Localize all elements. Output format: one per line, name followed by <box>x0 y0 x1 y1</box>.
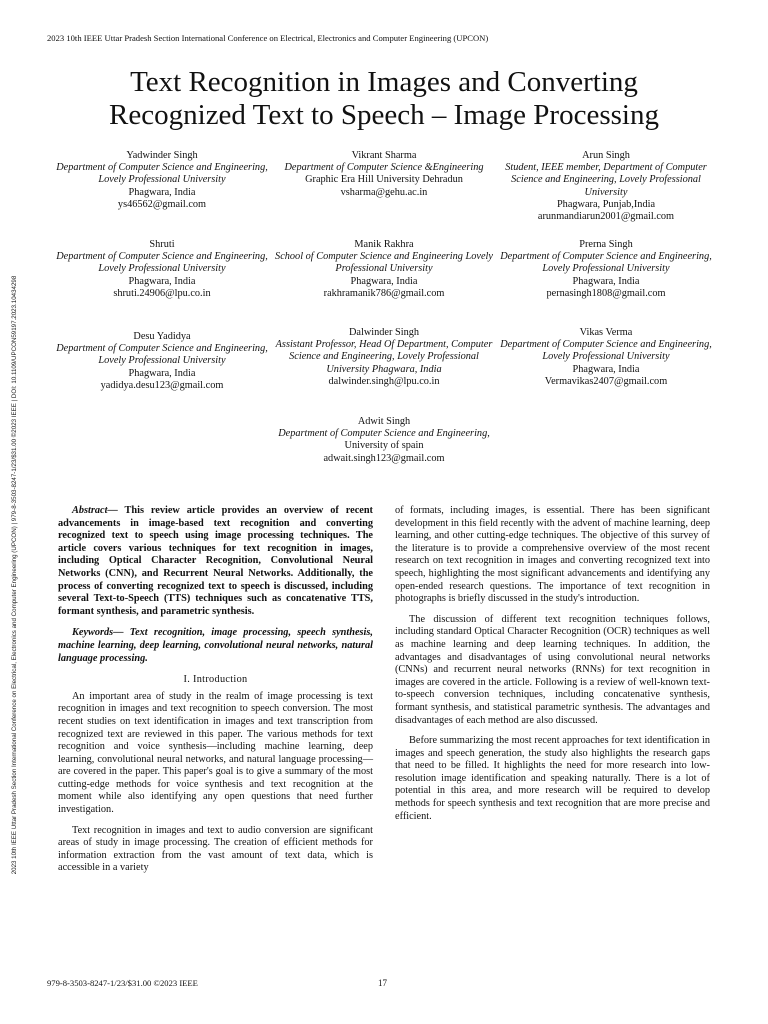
author-dept: Department of Computer Science and Engineering, Lovely Professional University <box>56 343 268 367</box>
author-email: dalwinder.singh@lpu.co.in <box>328 375 440 387</box>
author-dept: School of Computer Science and Engineering Lovely Professional University <box>275 251 493 275</box>
author-dept: Department of Computer Science and Engineering, Lovely Professional University <box>56 162 268 186</box>
author-block <box>496 150 716 223</box>
author-location: Phagwara, India <box>128 367 196 379</box>
author-dept: Department of Computer Science and Engineering, Lovely Professional University <box>500 251 712 275</box>
intro-paragraph-1: An important area of study in the realm of image processing is text recognition in images and text recognition to speech conversion. The most recent studies on text identification in images and text transcription from recognized text are reviewed in this paper. The various methods for text recognition and voice synthesis—including machine learning, deep learning, convolutional neural networks, and natural language processing—are covered in the paper. This paper's goal is to give a summary of the most cutting-edge methods for voice synthesis and text recognition at the moment while also identifying any open questions that need further investigation. <box>58 690 373 816</box>
paper-title <box>60 66 708 132</box>
author-location: Graphic Era Hill University Dehradun <box>305 174 463 186</box>
author-dept: Department of Computer Science and Engineering, Lovely Professional University <box>56 251 268 275</box>
author-location: Phagwara, India <box>128 275 196 287</box>
author-name: Desu Yadidya <box>133 331 191 342</box>
author-location: Phagwara, India <box>572 363 640 375</box>
author-block <box>496 327 716 388</box>
author-block <box>274 150 494 199</box>
right-column <box>395 505 710 823</box>
author-email: shruti.24906@lpu.co.in <box>113 287 211 299</box>
author-dept: Department of Computer Science and Engineering, <box>278 428 490 440</box>
side-doi-text: 2023 10th IEEE Uttar Pradesh Section International Conference on Electrical, Electronics and Computer Engineering (UPCON) | 979-8-3503-8247-1/23/$31.00 ©2023 IEEE | DOI: 10.1109/UPCON59197.2023.10434298 <box>11 275 18 875</box>
author-name: Vikas Verma <box>579 327 633 338</box>
abstract-label: Abstract— <box>72 505 118 516</box>
abstract-paragraph <box>58 505 373 618</box>
page-number: 17 <box>378 978 387 988</box>
author-location: Phagwara, India <box>350 275 418 287</box>
keywords-text: Text recognition, image processing, speech synthesis, machine learning, deep learning, convolutional neural networks, natural language processing. <box>58 627 373 664</box>
conference-header: 2023 10th IEEE Uttar Pradesh Section International Conference on Electrical, Electronics and Computer Engineering (UPCON) <box>47 33 489 43</box>
title-line-1: Text Recognition in Images and Converting <box>130 66 638 98</box>
author-dept: Department of Computer Science &Engineering <box>284 162 484 174</box>
author-email: pernasingh1808@gmail.com <box>546 287 666 299</box>
author-name: Adwit Singh <box>357 416 411 427</box>
author-email: ys46562@gmail.com <box>117 198 207 210</box>
author-block <box>496 239 716 300</box>
intro-paragraph-2: Text recognition in images and text to audio conversion are significant areas of study in image processing. The creation of efficient methods for information extraction from the vast amount of text data, which is accessible in a variety <box>58 824 373 874</box>
keywords-label: Keywords— <box>72 627 124 639</box>
author-name: Shruti <box>149 239 175 250</box>
author-location: Phagwara, Punjab,India <box>556 198 656 210</box>
right-paragraph-3: Before summarizing the most recent approaches for text identification in images and speech generation, the study also highlights the research gaps that need to be filled. It highlights the need for more research into low-resolution image identification and speaking naturally. There is a lot of potential in this area, and more research will be required to develop methods for speech synthesis and text recognition that are more precise and efficient. <box>395 735 710 822</box>
author-dept: Student, IEEE member, Department of Computer Science and Engineering, Lovely Professional University <box>505 162 707 198</box>
author-name: Yadwinder Singh <box>126 150 198 161</box>
author-block <box>274 416 494 465</box>
author-block <box>52 239 272 300</box>
author-location: University of spain <box>344 440 424 452</box>
author-name: Arun Singh <box>582 150 630 161</box>
author-email: Vermavikas2407@gmail.com <box>544 375 668 387</box>
right-paragraph-2: The discussion of different text recognition techniques follows, including standard Optical Character Recognition (OCR) techniques as well as machine learning and deep learning techniques. In addition, the advantages and disadvantages of using convolutional neural networks (CNNs) and recurrent neural networks (RNNs) for text recognition in images are covered in the article. Following is a review of well-known text-to-speech conversion techniques, including concatenative synthesis, formant synthesis, and statistical parametric synthesis. The advantages and disadvantages of each method are also discussed. <box>395 613 710 726</box>
right-paragraph-1: of formats, including images, is essential. There has been significant development in this field recently with the advent of machine learning, deep learning, and other cutting-edge techniques. The objective of this survey of the literature is to provide a comprehensive overview of the most recent research on text recognition in images and converting recognized text into speech, highlighting the most significant advancements and identifying any open-ended research questions. The importance of text recognition in photographs is briefly discussed in the study's introduction. <box>395 505 710 605</box>
author-email: arunmandiarun2001@gmail.com <box>537 211 675 223</box>
author-name: Manik Rakhra <box>354 239 414 250</box>
author-block <box>52 150 272 211</box>
author-email: vsharma@gehu.ac.in <box>340 186 428 198</box>
author-name: Dalwinder Singh <box>348 327 420 338</box>
author-block <box>52 331 272 392</box>
author-name: Vikrant Sharma <box>351 150 417 161</box>
author-email: adwait.singh123@gmail.com <box>323 452 445 464</box>
section-heading-introduction: I. Introduction <box>183 674 248 686</box>
author-block <box>274 239 494 300</box>
author-email: rakhramanik786@gmail.com <box>323 287 445 299</box>
author-block <box>274 327 494 388</box>
author-name: Prerna Singh <box>579 239 633 250</box>
footer-isbn: 979-8-3503-8247-1/23/$31.00 ©2023 IEEE <box>47 978 198 988</box>
author-dept: Assistant Professor, Head Of Department, Computer Science and Engineering, Lovely Professional University Phagwara, India <box>275 339 493 375</box>
left-column <box>58 505 373 875</box>
abstract-text: This review article provides an overview of recent advancements in image-based text recognition and converting recognized text to speech using image processing techniques. The article covers various techniques for text recognition in images, including Optical Character Recognition, Convolutional Neural Networks (CNN), and Recurrent Neural Networks. Additionally, the process of converting recognized text to speech is discussed, including several Text-to-Speech (TTS) techniques such as concatenative TTS, formant synthesis, and parametric synthesis. <box>58 505 373 617</box>
author-dept: Department of Computer Science and Engineering, Lovely Professional University <box>500 339 712 363</box>
author-email: yadidya.desu123@gmail.com <box>100 379 224 391</box>
keywords-paragraph <box>58 627 373 665</box>
author-location: Phagwara, India <box>572 275 640 287</box>
author-location: Phagwara, India <box>128 186 196 198</box>
title-line-2: Recognized Text to Speech – Image Processing <box>109 99 659 131</box>
doi-side-strip <box>0 0 30 1024</box>
